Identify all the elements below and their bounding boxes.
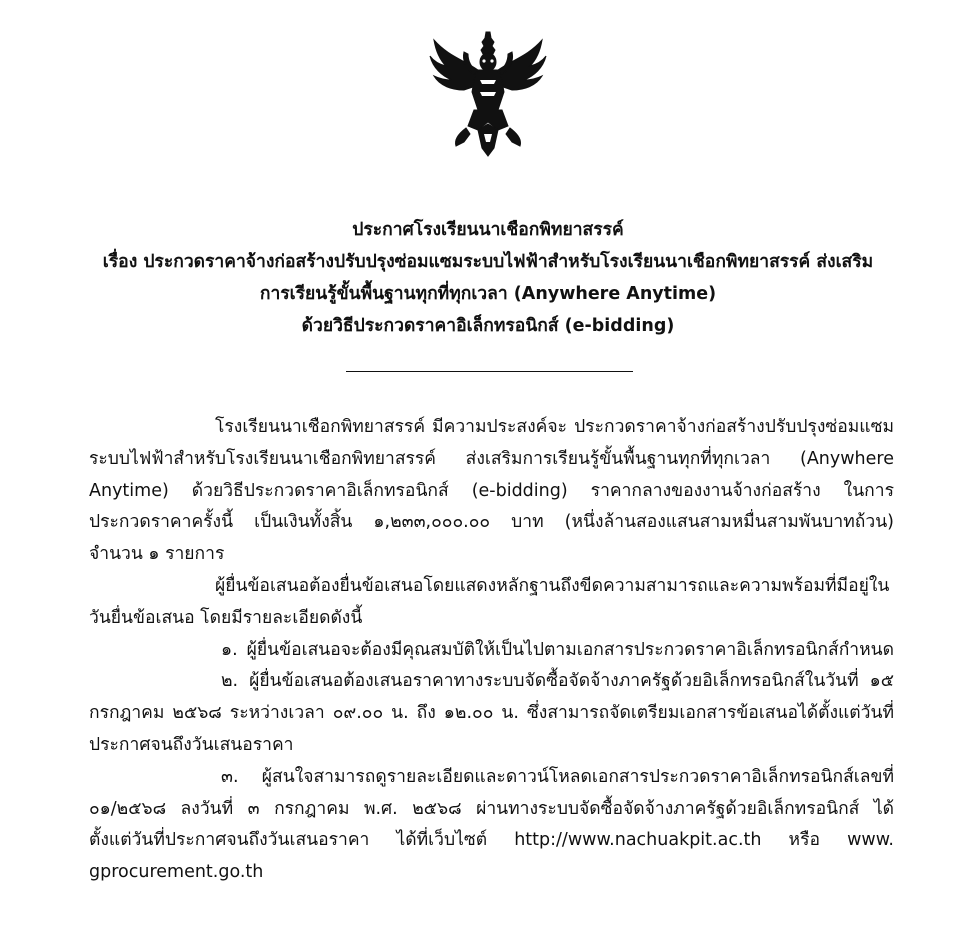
list-item-line: ตั้งแต่วันที่ประกาศจนถึงวันเสนอราคา ได้ที่เว็บไซต์ http://www.nachuakpit.ac.th หรือ www.	[89, 830, 894, 851]
garuda-emblem-icon	[428, 30, 548, 158]
announcement-title	[60, 214, 916, 342]
list-item: ๓. ผู้สนใจสามารถดูรายละเอียดและดาวน์โหลดเอกสารประกวดราคาอิเล็กทรอนิกส์เลขที่	[221, 766, 894, 787]
list-item-line: ประกาศจนถึงวันเสนอราคา	[89, 734, 294, 755]
paragraph-line: ประกวดราคาครั้งนี้ เป็นเงินทั้งสิ้น ๑,๒๓๓,๐๐๐.๐๐ บาท (หนึ่งล้านสองแสนสามหมื่นสามพันบาทถ้วน)	[89, 512, 894, 533]
list-item-line: ๐๑/๒๕๖๘ ลงวันที่ ๓ กรกฎาคม พ.ศ. ๒๕๖๘ ผ่านทางระบบจัดซื้อจัดจ้างภาครัฐด้วยอิเล็กทรอนิกส์ ได้	[89, 798, 894, 819]
paragraph-line: Anytime) ด้วยวิธีประกวดราคาอิเล็กทรอนิกส์ (e-bidding) ราคากลางของงานจ้างก่อสร้าง ในการ	[89, 480, 894, 501]
subject-line-continued: การเรียนรู้ขั้นพื้นฐานทุกที่ทุกเวลา (Anywhere Anytime)	[259, 284, 717, 304]
title-line: ประกาศโรงเรียนนาเชือกพิทยาสรรค์	[352, 220, 624, 240]
list-item: ๑. ผู้ยื่นข้อเสนอจะต้องมีคุณสมบัติให้เป็นไปตามเอกสารประกวดราคาอิเล็กทรอนิกส์กำหนด	[221, 639, 894, 660]
announcement-body	[89, 412, 894, 889]
list-item: ๒. ผู้ยื่นข้อเสนอต้องเสนอราคาทางระบบจัดซื้อจัดจ้างภาครัฐด้วยอิเล็กทรอนิกส์ในวันที่ ๑๕	[221, 671, 894, 692]
list-item-line: กรกฎาคม ๒๕๖๘ ระหว่างเวลา ๐๙.๐๐ น. ถึง ๑๒.๐๐ น. ซึ่งสามารถจัดเตรียมเอกสารข้อเสนอได้ตั้งแต่วันที่	[89, 703, 894, 724]
paragraph-line: โรงเรียนนาเชือกพิทยาสรรค์ มีความประสงค์จะ ประกวดราคาจ้างก่อสร้างปรับปรุงซ่อมแซม	[215, 417, 894, 437]
paragraph-line: วันยื่นข้อเสนอ โดยมีรายละเอียดดังนี้	[89, 607, 363, 628]
list-item-line: gprocurement.go.th	[89, 862, 264, 883]
paragraph-line: จำนวน ๑ รายการ	[89, 544, 225, 565]
paragraph-line: ระบบไฟฟ้าสำหรับโรงเรียนนาเชือกพิทยาสรรค์ ส่งเสริมการเรียนรู้ขั้นพื้นฐานทุกที่ทุกเวลา (Anywhere	[89, 448, 894, 469]
title-divider	[346, 371, 633, 372]
method-line: ด้วยวิธีประกวดราคาอิเล็กทรอนิกส์ (e-bidding)	[301, 316, 675, 336]
subject-line: เรื่อง ประกวดราคาจ้างก่อสร้างปรับปรุงซ่อมแซมระบบไฟฟ้าสำหรับโรงเรียนนาเชือกพิทยาสรรค์ ส่งเสริม	[102, 252, 874, 272]
paragraph-line: ผู้ยื่นข้อเสนอต้องยื่นข้อเสนอโดยแสดงหลักฐานถึงขีดความสามารถและความพร้อมที่มีอยู่ใน	[215, 575, 890, 596]
